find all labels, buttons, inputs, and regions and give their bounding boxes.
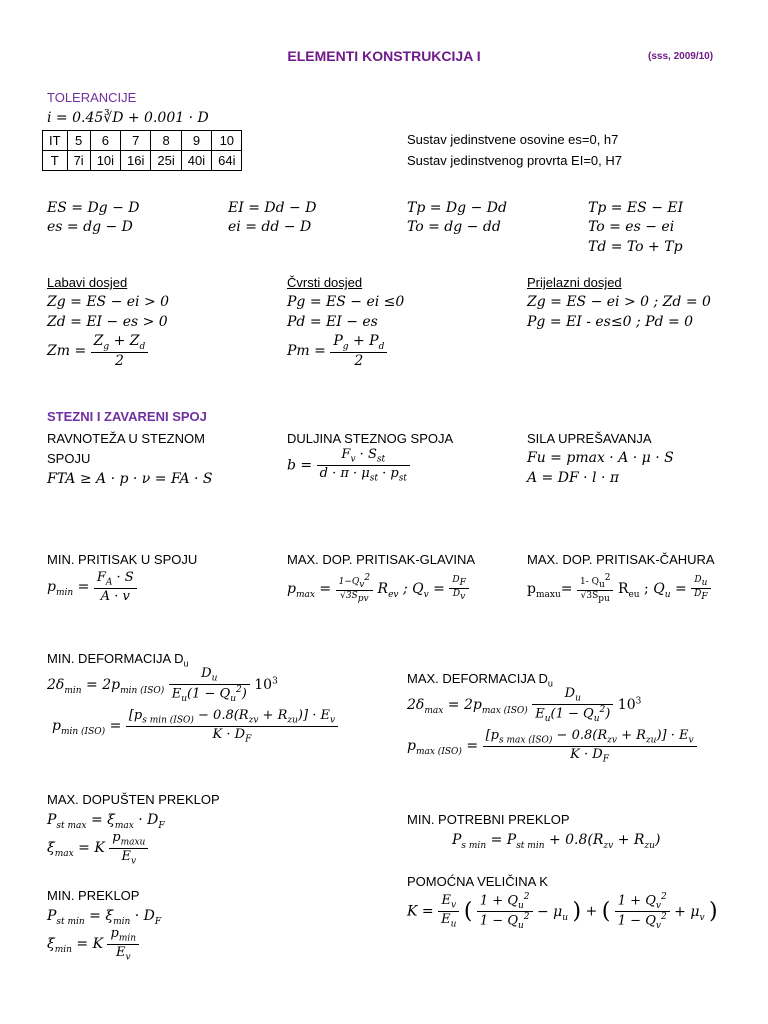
formula-es-lower: es = dg − D — [47, 219, 133, 235]
it-table — [42, 130, 242, 171]
table-cell: 40i — [181, 151, 211, 171]
formula-pm: Pm = $\frac{P_g + P_d}{2}$ — [287, 333, 387, 369]
formula-ei-upper: EI = Dd − D — [228, 200, 317, 216]
formula-zg: Zg = ES − ei > 0 — [47, 294, 170, 310]
heading-sila: SILA UPREŠAVANJA — [527, 431, 652, 446]
table-cell: 6 — [90, 131, 120, 151]
heading-ravnoteza: RAVNOTEŽA U STEZNOM — [47, 431, 205, 446]
heading-pomocna-k: POMOĆNA VELIČINA K — [407, 874, 548, 889]
formula-k: K = $\frac{E_v}{E_u}$ ( $\frac{1 + Q_u^2}{1 - Q_u^2}$ − $\mu_u$ ) + ( $\frac{1 + Q_v^2}{1 - Q_v^2}$ + $\mu_v$ ) — [407, 892, 718, 931]
formula-zd: Zd = EI − es > 0 — [47, 314, 168, 330]
table-cell: 8 — [151, 131, 181, 151]
heading-max-deformacija: MAX. DEFORMACIJA $D_u$ — [407, 671, 553, 689]
formula-pmax-iso: $p_{max (ISO)}$ = $\frac{[p_{s max (ISO)} - 0.8(R_{zv} + R_{zu})] \cdot E_v}{K \cdot D_F}$ — [407, 728, 697, 764]
formula-pmin: $p_{min}$ = $\frac{F_A \cdot S}{A \cdot v}$ — [47, 570, 137, 604]
formula-prijelazni-1: Zg = ES − ei > 0 ; Zd = 0 — [527, 294, 711, 310]
table-cell: 7 — [121, 131, 151, 151]
tolerance-formula: i = 0.45∛D + 0.001 · D — [47, 110, 209, 126]
formula-pmax-glavina: $p_{max}$ = $\frac{1-Q_v^2}{√3S_{pv}}$ $R_{ev}$ ; $Q_v$ = $\frac{D_F}{D_v}$ — [287, 573, 469, 604]
table-cell: 10 — [212, 131, 242, 151]
heading-min-preklop: MIN. PREKLOP — [47, 888, 140, 903]
heading-min-pritisak: MIN. PRITISAK U SPOJU — [47, 552, 198, 567]
heading-labavi: Labavi dosjed — [47, 275, 128, 290]
table-cell: 10i — [90, 151, 120, 171]
heading-min-potrebni: MIN. POTREBNI PREKLOP — [407, 812, 570, 827]
table-cell: 9 — [181, 131, 211, 151]
heading-min-deformacija: MIN. DEFORMACIJA $D_u$ — [47, 651, 189, 669]
heading-cahura: MAX. DOP. PRITISAK-ČAHURA — [527, 552, 715, 567]
section-tolerancije: TOLERANCIJE — [47, 90, 137, 105]
formula-a: A = DF · l · π — [527, 470, 620, 486]
table-cell: 5 — [67, 131, 90, 151]
formula-es-upper: ES = Dg − D — [47, 200, 140, 216]
formula-zm: Zm = $\frac{Z_g + Z_d}{2}$ — [47, 333, 148, 369]
formula-fu: Fu = pmax · A · μ · S — [527, 450, 674, 466]
table-cell: 16i — [121, 151, 151, 171]
formula-tp-2: Tp = ES − EI — [588, 200, 684, 216]
formula-2delta-max: $2\delta_{max} = 2p_{max (ISO)}$ $\frac{D_u}{E_u(1 - Q_u^2)}$ $10^3$ — [407, 686, 642, 724]
formula-pmax-cahura: $p_{maxu}=$ $\frac{1- Q_u^2}{√3S_{pu}}$ $R_{eu}$ ; $Q_u$ = $\frac{D_u}{D_F}$ — [527, 573, 711, 604]
table-cell: 25i — [151, 151, 181, 171]
formula-ps-min: $P_{s min} = P_{st min} + 0.8(R_{zv} + R_{zu})$ — [452, 832, 661, 851]
formula-b: b = $\frac{F_v \cdot S_{st}}{d \cdot \pi \cdot \mu_{st} \cdot p_{st}}$ — [287, 447, 410, 483]
section-stezni: STEZNI I ZAVARENI SPOJ — [47, 409, 207, 424]
table-cell: T — [43, 151, 68, 171]
formula-to-2: To = es − ei — [588, 219, 675, 235]
formula-tp-1: Tp = Dg − Dd — [407, 200, 507, 216]
heading-glavina: MAX. DOP. PRITISAK-GLAVINA — [287, 552, 476, 567]
table-row — [43, 131, 242, 151]
formula-to-1: To = dg − dd — [407, 219, 501, 235]
note-provrt: Sustav jedinstvenog provrta EI=0, H7 — [407, 153, 622, 168]
formula-pd: Pd = EI − es — [287, 314, 378, 330]
formula-pg: Pg = ES − ei ≤0 — [287, 294, 405, 310]
page-subtitle: (sss, 2009/10) — [648, 51, 714, 62]
formula-ei-lower: ei = dd − D — [228, 219, 312, 235]
formula-pst-max: $P_{st max} = \xi_{max} \cdot D_F$ — [47, 812, 165, 831]
formula-ksi-max: $\xi_{max} = K$ $\frac{p_{maxu}}{E_v}$ — [47, 830, 148, 866]
formula-pst-min: $P_{st min} = \xi_{min} \cdot D_F$ — [47, 908, 162, 927]
table-cell: IT — [43, 131, 68, 151]
heading-cvrsti: Čvrsti dosjed — [287, 275, 363, 290]
table-cell: 7i — [67, 151, 90, 171]
formula-pmin-iso: $p_{min (ISO)}$ = $\frac{[p_{s min (ISO)} - 0.8(R_{zv} + R_{zu})] \cdot E_v}{K \cdot D_F}$ — [52, 708, 338, 744]
heading-duljina: DULJINA STEZNOG SPOJA — [287, 431, 454, 446]
formula-prijelazni-2: Pg = EI - es≤0 ; Pd = 0 — [527, 314, 694, 330]
table-row — [43, 151, 242, 171]
heading-max-preklop: MAX. DOPUŠTEN PREKLOP — [47, 792, 220, 807]
formula-td: Td = To + Tp — [588, 239, 683, 255]
page-title: ELEMENTI KONSTRUKCIJA I — [287, 48, 481, 64]
table-cell: 64i — [212, 151, 242, 171]
formula-fta: FTA ≥ A · p · ν = FA · S — [47, 471, 213, 487]
formula-ksi-min: $\xi_{min} = K$ $\frac{p_{min}}{E_v}$ — [47, 926, 139, 962]
heading-prijelazni: Prijelazni dosjed — [527, 275, 622, 290]
note-osovina: Sustav jedinstvene osovine es=0, h7 — [407, 132, 619, 147]
formula-2delta-min: $2\delta_{min} = 2p_{min (ISO)}$ $\frac{D_u}{E_u(1 - Q_u^2)}$ $10^3$ — [47, 666, 278, 704]
heading-ravnoteza-2: SPOJU — [47, 451, 91, 466]
